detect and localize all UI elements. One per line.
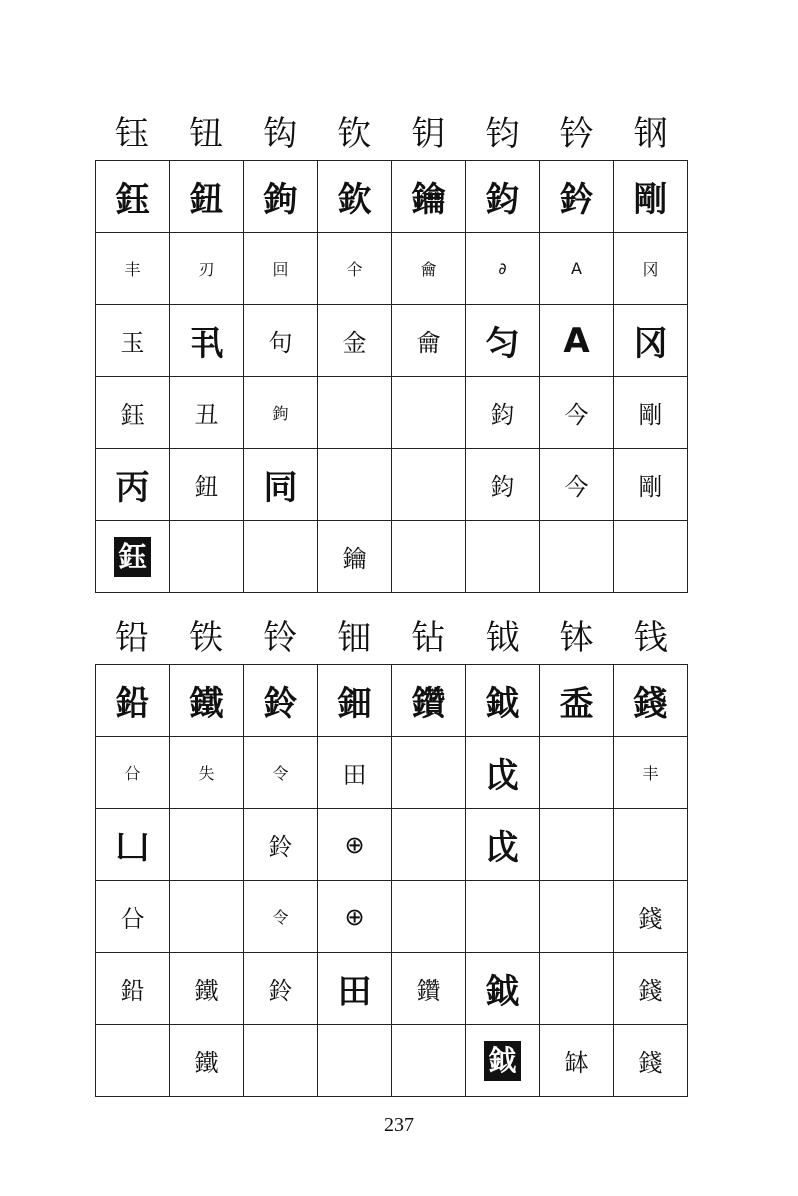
- glyph-cell: [392, 449, 466, 521]
- glyph-form: 錢: [633, 684, 668, 724]
- glyph-form: 鈞: [490, 473, 515, 501]
- glyph-form: ∂: [498, 259, 507, 278]
- glyph-cell: [614, 881, 688, 953]
- glyph-cell: [614, 809, 688, 881]
- glyph-cell: [392, 809, 466, 881]
- glyph-form: 今: [564, 401, 589, 429]
- glyph-cell: [96, 233, 170, 305]
- glyph-form: 鑰: [342, 545, 367, 573]
- glyph-grid-2: [95, 664, 688, 1097]
- header-row-1: [95, 108, 688, 160]
- glyph-cell: [244, 377, 318, 449]
- glyph-cell: [96, 449, 170, 521]
- glyph-cell: [318, 377, 392, 449]
- glyph-cell: [466, 737, 540, 809]
- glyph-form: 冈: [642, 260, 659, 279]
- glyph-row: [96, 737, 688, 809]
- glyph-cell: [244, 521, 318, 593]
- header-char: 钤: [559, 114, 594, 154]
- glyph-cell: [392, 953, 466, 1025]
- glyph-cell: [96, 953, 170, 1025]
- glyph-form: 鑽: [416, 977, 441, 1005]
- glyph-row: [96, 521, 688, 593]
- glyph-form: 丰: [642, 764, 659, 783]
- glyph-cell: [540, 881, 614, 953]
- glyph-cell: [318, 881, 392, 953]
- glyph-form: 鐵: [194, 1049, 219, 1077]
- glyph-cell: [96, 521, 170, 593]
- glyph-form: 鈞: [485, 180, 520, 220]
- glyph-cell: [392, 737, 466, 809]
- glyph-cell: [540, 449, 614, 521]
- glyph-cell: [96, 377, 170, 449]
- glyph-form: ⊕: [344, 830, 365, 859]
- glyph-cell: [614, 737, 688, 809]
- glyph-cell: [244, 305, 318, 377]
- glyph-cell: [170, 809, 244, 881]
- glyph-cell: [466, 233, 540, 305]
- glyph-cell: [170, 881, 244, 953]
- header-char: 钰: [115, 114, 150, 154]
- glyph-row: [96, 377, 688, 449]
- glyph-row: [96, 305, 688, 377]
- glyph-cell: [466, 305, 540, 377]
- glyph-form: 鈺: [115, 180, 150, 220]
- glyph-cell: [540, 1025, 614, 1097]
- glyph-cell: [466, 809, 540, 881]
- glyph-cell: [614, 233, 688, 305]
- glyph-cell: [466, 521, 540, 593]
- glyph-cell: [170, 1025, 244, 1097]
- glyph-cell: [614, 1025, 688, 1097]
- glyph-form: 盉: [559, 684, 594, 724]
- glyph-form: 鐵: [189, 684, 224, 724]
- glyph-form: 鈴: [263, 684, 298, 724]
- glyph-cell: [540, 737, 614, 809]
- glyph-form: 今: [564, 473, 589, 501]
- glyph-form: 句: [268, 329, 293, 357]
- glyph-form: 仐: [346, 260, 363, 279]
- glyph-cell: [392, 305, 466, 377]
- glyph-cell: [96, 305, 170, 377]
- glyph-row: [96, 449, 688, 521]
- glyph-form: 丙: [115, 468, 150, 508]
- glyph-cell: [170, 305, 244, 377]
- glyph-form: 龠: [420, 260, 437, 279]
- glyph-form: 鉛: [115, 684, 150, 724]
- glyph-form: 冈: [633, 324, 668, 364]
- glyph-form: 鈺: [120, 401, 145, 429]
- glyph-cell: [170, 737, 244, 809]
- glyph-form: 戉: [485, 828, 520, 868]
- glyph-form: 鈕: [194, 473, 219, 501]
- header-char: 钮: [189, 114, 224, 154]
- glyph-cell: [244, 881, 318, 953]
- glyph-form: 丰: [124, 260, 141, 279]
- glyph-cell: [318, 449, 392, 521]
- glyph-cell: [540, 809, 614, 881]
- glyph-cell: [318, 521, 392, 593]
- glyph-cell: [392, 665, 466, 737]
- glyph-form: 鈐: [559, 180, 594, 220]
- glyph-form: 鈴: [268, 833, 293, 861]
- glyph-form: 鑽: [411, 684, 446, 724]
- glyph-cell: [318, 737, 392, 809]
- glyph-form: 金: [342, 329, 367, 357]
- glyph-form: 丮: [189, 324, 224, 364]
- header-char: 铅: [115, 618, 150, 658]
- glyph-form: 凵: [115, 828, 150, 868]
- glyph-cell: [96, 161, 170, 233]
- glyph-form: 剛: [633, 180, 668, 220]
- glyph-row: [96, 161, 688, 233]
- glyph-cell: [540, 521, 614, 593]
- glyph-cell: [614, 953, 688, 1025]
- glyph-form: 丑: [194, 401, 219, 429]
- glyph-form: 玉: [120, 329, 145, 357]
- glyph-cell: [614, 161, 688, 233]
- glyph-cell: [540, 665, 614, 737]
- glyph-cell: [392, 881, 466, 953]
- glyph-row: [96, 881, 688, 953]
- glyph-cell: [614, 449, 688, 521]
- glyph-form: 欽: [337, 180, 372, 220]
- header-char: 铃: [263, 618, 298, 658]
- glyph-form: 鐵: [194, 977, 219, 1005]
- glyph-form: 田: [337, 972, 372, 1012]
- header-char: 钵: [559, 618, 594, 658]
- glyph-form: 錢: [638, 905, 663, 933]
- glyph-cell: [466, 1025, 540, 1097]
- glyph-cell: [318, 1025, 392, 1097]
- glyph-form: 錢: [638, 1049, 663, 1077]
- glyph-row: [96, 233, 688, 305]
- glyph-row: [96, 809, 688, 881]
- header-char: 钥: [411, 114, 446, 154]
- glyph-form: 錢: [638, 977, 663, 1005]
- glyph-cell: [540, 953, 614, 1025]
- page-number: 237: [384, 1114, 414, 1136]
- glyph-form: 㕣: [120, 905, 145, 933]
- glyph-cell: [466, 665, 540, 737]
- glyph-form: 田: [342, 761, 367, 789]
- glyph-cell: [318, 665, 392, 737]
- glyph-cell: [244, 233, 318, 305]
- header-char: 钦: [337, 114, 372, 154]
- glyph-form: 鉞: [484, 1041, 520, 1081]
- glyph-cell: [392, 233, 466, 305]
- glyph-cell: [244, 449, 318, 521]
- glyph-cell: [392, 377, 466, 449]
- glyph-row: [96, 665, 688, 737]
- glyph-form: A: [571, 259, 582, 278]
- glyph-form: 鈿: [337, 684, 372, 724]
- glyph-cell: [318, 809, 392, 881]
- glyph-cell: [318, 953, 392, 1025]
- glyph-cell: [170, 449, 244, 521]
- glyph-cell: [540, 233, 614, 305]
- glyph-form: 同: [263, 468, 298, 508]
- glyph-cell: [318, 233, 392, 305]
- glyph-cell: [170, 521, 244, 593]
- glyph-cell: [244, 161, 318, 233]
- glyph-cell: [244, 953, 318, 1025]
- glyph-form: 匀: [485, 324, 520, 364]
- glyph-form: 鉤: [263, 180, 298, 220]
- character-table-1: [95, 108, 688, 593]
- glyph-cell: [614, 305, 688, 377]
- glyph-cell: [318, 305, 392, 377]
- glyph-cell: [392, 521, 466, 593]
- glyph-cell: [540, 305, 614, 377]
- glyph-grid-1: [95, 160, 688, 593]
- glyph-form: 戉: [485, 756, 520, 796]
- header-char: 钩: [263, 114, 298, 154]
- glyph-form: ⊕: [344, 902, 365, 931]
- glyph-form: 鉛: [120, 977, 145, 1005]
- glyph-form: 失: [198, 764, 215, 783]
- glyph-cell: [96, 665, 170, 737]
- glyph-form: 龠: [416, 329, 441, 357]
- glyph-cell: [466, 377, 540, 449]
- glyph-cell: [96, 1025, 170, 1097]
- glyph-cell: [244, 809, 318, 881]
- header-char: 钧: [485, 114, 520, 154]
- glyph-cell: [466, 881, 540, 953]
- glyph-cell: [392, 1025, 466, 1097]
- glyph-cell: [170, 233, 244, 305]
- glyph-form: 㕣: [124, 764, 141, 783]
- glyph-cell: [170, 953, 244, 1025]
- header-char: 钢: [633, 114, 668, 154]
- glyph-form: 鉞: [485, 684, 520, 724]
- header-char: 钺: [485, 618, 520, 658]
- glyph-cell: [540, 377, 614, 449]
- header-char: 钻: [411, 618, 446, 658]
- glyph-row: [96, 1025, 688, 1097]
- character-table-2: [95, 612, 688, 1097]
- glyph-form: 缽: [564, 1049, 589, 1077]
- glyph-cell: [244, 1025, 318, 1097]
- glyph-cell: [540, 161, 614, 233]
- glyph-cell: [170, 665, 244, 737]
- glyph-cell: [614, 377, 688, 449]
- glyph-cell: [244, 665, 318, 737]
- header-char: 钿: [337, 618, 372, 658]
- header-row-2: [95, 612, 688, 664]
- glyph-form: 鈺: [114, 537, 150, 577]
- glyph-cell: [170, 161, 244, 233]
- glyph-cell: [96, 737, 170, 809]
- glyph-form: 剛: [638, 473, 663, 501]
- glyph-form: A: [563, 320, 590, 361]
- glyph-form: 鉞: [485, 972, 520, 1012]
- header-char: 铁: [189, 618, 224, 658]
- glyph-cell: [466, 161, 540, 233]
- glyph-cell: [244, 737, 318, 809]
- glyph-form: 鈴: [268, 977, 293, 1005]
- glyph-form: 鈞: [490, 401, 515, 429]
- glyph-form: 鉤: [272, 404, 289, 423]
- glyph-cell: [614, 665, 688, 737]
- glyph-cell: [466, 953, 540, 1025]
- glyph-cell: [96, 881, 170, 953]
- glyph-form: 回: [272, 260, 289, 279]
- glyph-row: [96, 953, 688, 1025]
- glyph-cell: [614, 521, 688, 593]
- glyph-cell: [392, 161, 466, 233]
- glyph-cell: [96, 809, 170, 881]
- glyph-form: 剛: [638, 401, 663, 429]
- glyph-form: 鑰: [411, 180, 446, 220]
- glyph-cell: [170, 377, 244, 449]
- glyph-cell: [318, 161, 392, 233]
- glyph-form: 令: [272, 764, 289, 783]
- glyph-cell: [466, 449, 540, 521]
- glyph-form: 令: [272, 908, 289, 927]
- glyph-form: 鈕: [189, 180, 224, 220]
- glyph-form: 刃: [198, 260, 215, 279]
- header-char: 钱: [633, 618, 668, 658]
